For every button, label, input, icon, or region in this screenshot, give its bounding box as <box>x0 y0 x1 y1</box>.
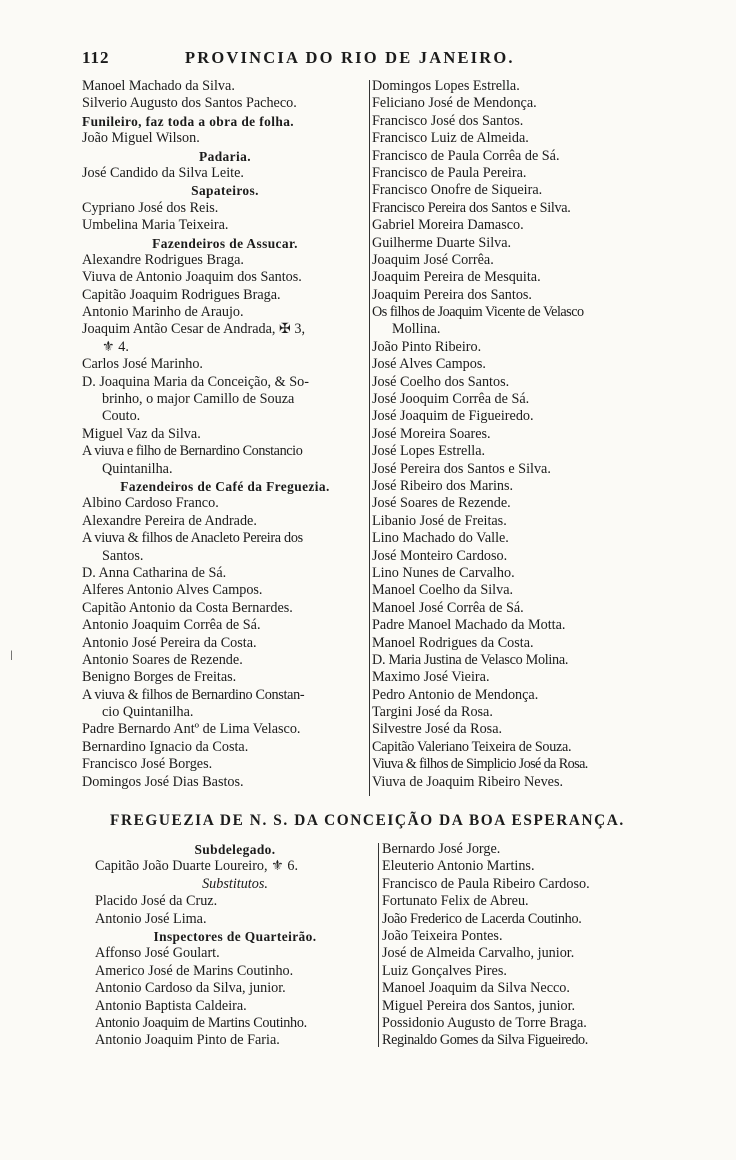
directory-column-lower-right <box>382 841 657 1050</box>
list-item: Antonio Joaquim de Martins Coutinho. <box>95 1014 307 1031</box>
list-item: Antonio Soares de Rezende. <box>82 651 243 668</box>
list-item: Os filhos de Joaquim Vicente de Velasco <box>372 304 584 321</box>
list-item: Pedro Antonio de Mendonça. <box>372 686 539 703</box>
list-item-continuation: Quintanilha. <box>102 460 173 477</box>
list-item: Bernardino Ignacio da Costa. <box>82 738 249 755</box>
list-item: José Jooquim Corrêa de Sá. <box>372 391 530 408</box>
category-heading: Subdelegado. <box>194 842 276 857</box>
list-item: Antonio Cardoso da Silva, junior. <box>95 980 286 997</box>
page-number: 112 <box>82 48 110 67</box>
list-item: Umbelina Maria Teixeira. <box>82 217 229 234</box>
list-item: Manoel José Corrêa de Sá. <box>372 599 524 616</box>
list-item: José Soares de Rezende. <box>372 495 511 512</box>
list-item: Capitão Valeriano Teixeira de Souza. <box>372 738 572 755</box>
category-heading: Inspectores de Quarteirão. <box>153 928 317 944</box>
list-item: Affonso José Goulart. <box>95 945 220 962</box>
list-item: José Monteiro Cardoso. <box>372 547 508 564</box>
list-item: Carlos José Marinho. <box>82 356 203 373</box>
list-item: Gabriel Moreira Damasco. <box>372 217 524 234</box>
list-item-continuation: Couto. <box>102 408 141 425</box>
directory-column-upper-left <box>82 78 368 791</box>
section-title: FREGUEZIA DE N. S. DA CONCEIÇÃO DA BOA ESPERANÇA. <box>110 812 625 829</box>
list-item: Cypriano José dos Reis. <box>82 199 219 216</box>
list-item: Targini José da Rosa. <box>372 704 493 721</box>
list-item-continuation: Santos. <box>102 547 144 564</box>
list-item: A viuva & filhos de Anacleto Pereira dos <box>82 530 303 547</box>
list-item-continuation: ⚜ 4. <box>102 338 129 355</box>
list-item: José Candido da Silva Leite. <box>82 164 244 181</box>
category-heading: Sapateiros. <box>191 183 259 199</box>
list-item: Manoel Machado da Silva. <box>82 78 235 94</box>
list-item: Manoel Joaquim da Silva Necco. <box>382 980 570 997</box>
list-item: José Joaquim de Figueiredo. <box>372 408 534 425</box>
column-divider <box>369 80 370 796</box>
list-item: Padre Manoel Machado da Motta. <box>372 617 566 634</box>
list-item-continuation: Mollina. <box>392 321 441 338</box>
list-item: Albino Cardoso Franco. <box>82 495 219 512</box>
list-item: João Pinto Ribeiro. <box>372 338 482 355</box>
list-item: D. Joaquina Maria da Conceição, & So- <box>82 373 309 390</box>
list-item: Placido José da Cruz. <box>95 893 218 910</box>
list-item: José Alves Campos. <box>372 356 486 373</box>
category-heading: Substitutos. <box>202 875 268 892</box>
list-item: Americo José de Marins Coutinho. <box>95 962 294 979</box>
list-item: José Pereira dos Santos e Silva. <box>372 460 551 477</box>
list-item: Possidonio Augusto de Torre Braga. <box>382 1014 587 1031</box>
category-heading: Fazendeiros de Assucar. <box>152 235 298 251</box>
list-item: Maximo José Vieira. <box>372 669 490 686</box>
list-item-continuation: brinho, o major Camillo de Souza <box>102 391 295 408</box>
list-item: Francisco Onofre de Siqueira. <box>372 182 543 199</box>
list-item: Libanio José de Freitas. <box>372 512 507 529</box>
page-header <box>82 48 652 70</box>
list-item: João Frederico de Lacerda Coutinho. <box>382 910 582 927</box>
list-item: Luiz Gonçalves Pires. <box>382 962 507 979</box>
list-item: Antonio Joaquim Pinto de Faria. <box>95 1032 280 1049</box>
list-item: Bernardo José Jorge. <box>382 841 501 857</box>
list-item: Silverio Augusto dos Santos Pacheco. <box>82 95 297 112</box>
list-item: Antonio Baptista Caldeira. <box>95 997 247 1014</box>
list-item: Domingos Lopes Estrella. <box>372 78 520 94</box>
list-item-continuation: cio Quintanilha. <box>102 704 194 721</box>
list-item: João Miguel Wilson. <box>82 130 200 147</box>
list-item: Lino Nunes de Carvalho. <box>372 564 515 581</box>
list-item: A viuva e filho de Bernardino Constancio <box>82 443 303 460</box>
list-item: José Lopes Estrella. <box>372 443 486 460</box>
list-item: Reginaldo Gomes da Silva Figueiredo. <box>382 1032 588 1049</box>
list-item: Antonio José Lima. <box>95 910 207 927</box>
list-item: Fortunato Felix de Abreu. <box>382 893 529 910</box>
list-item: João Teixeira Pontes. <box>382 927 503 944</box>
list-item: Francisco de Paula Corrêa de Sá. <box>372 147 560 164</box>
list-item: José Moreira Soares. <box>372 425 491 442</box>
list-item: Domingos José Dias Bastos. <box>82 773 244 790</box>
list-item: Joaquim José Corrêa. <box>372 251 494 268</box>
category-heading: Funileiro, faz toda a obra de folha. <box>82 113 295 129</box>
list-item: D. Maria Justina de Velasco Molina. <box>372 651 569 668</box>
list-item: Guilherme Duarte Silva. <box>372 234 512 251</box>
column-divider <box>378 843 379 1047</box>
list-item: Francisco José dos Santos. <box>372 112 524 129</box>
list-item: Feliciano José de Mendonça. <box>372 95 537 112</box>
directory-column-lower-left <box>95 841 375 1050</box>
list-item: D. Anna Catharina de Sá. <box>82 564 227 581</box>
list-item: Joaquim Pereira de Mesquita. <box>372 269 541 286</box>
list-item: Joaquim Pereira dos Santos. <box>372 286 532 303</box>
list-item: Benigno Borges de Freitas. <box>82 669 237 686</box>
list-item: Manoel Coelho da Silva. <box>372 582 514 599</box>
list-item: Francisco Luiz de Almeida. <box>372 130 529 147</box>
list-item: Capitão João Duarte Loureiro, ⚜ 6. <box>95 858 299 875</box>
list-item: Padre Bernardo Antº de Lima Velasco. <box>82 721 301 738</box>
list-item: José Coelho dos Santos. <box>372 373 510 390</box>
list-item: Antonio Marinho de Araujo. <box>82 304 244 321</box>
list-item: Capitão Joaquim Rodrigues Braga. <box>82 286 281 303</box>
list-item: Silvestre José da Rosa. <box>372 721 503 738</box>
list-item: Francisco de Paula Pereira. <box>372 164 527 181</box>
list-item: Antonio José Pereira da Costa. <box>82 634 257 651</box>
list-item: Francisco de Paula Ribeiro Cardoso. <box>382 875 590 892</box>
directory-column-upper-right <box>372 78 658 791</box>
list-item: Viuva de Antonio Joaquim dos Santos. <box>82 269 302 286</box>
list-item: Capitão Antonio da Costa Bernardes. <box>82 599 293 616</box>
list-item: Eleuterio Antonio Martins. <box>382 858 535 875</box>
list-item: Viuva de Joaquim Ribeiro Neves. <box>372 773 564 790</box>
list-item: Francisco José Borges. <box>82 756 213 773</box>
margin-mark: ǀ <box>10 649 13 664</box>
list-item: Lino Machado do Valle. <box>372 530 509 547</box>
list-item: Alexandre Rodrigues Braga. <box>82 251 244 268</box>
list-item: Joaquim Antão Cesar de Andrada, ✠ 3, <box>82 321 306 338</box>
category-heading: Fazendeiros de Café da Freguezia. <box>120 478 330 494</box>
running-title: PROVINCIA DO RIO DE JANEIRO. <box>185 48 515 67</box>
list-item: Miguel Pereira dos Santos, junior. <box>382 997 576 1014</box>
list-item: Alexandre Pereira de Andrade. <box>82 512 257 529</box>
category-heading: Padaria. <box>199 148 251 164</box>
list-item: Viuva & filhos de Simplicio José da Rosa. <box>372 756 588 773</box>
list-item: Antonio Joaquim Corrêa de Sá. <box>82 617 261 634</box>
list-item: José de Almeida Carvalho, junior. <box>382 945 575 962</box>
list-item: Miguel Vaz da Silva. <box>82 425 201 442</box>
list-item: Alferes Antonio Alves Campos. <box>82 582 263 599</box>
list-item: Francisco Pereira dos Santos e Silva. <box>372 199 571 216</box>
list-item: José Ribeiro dos Marins. <box>372 477 514 494</box>
list-item: A viuva & filhos de Bernardino Constan- <box>82 686 305 703</box>
list-item: Manoel Rodrigues da Costa. <box>372 634 534 651</box>
